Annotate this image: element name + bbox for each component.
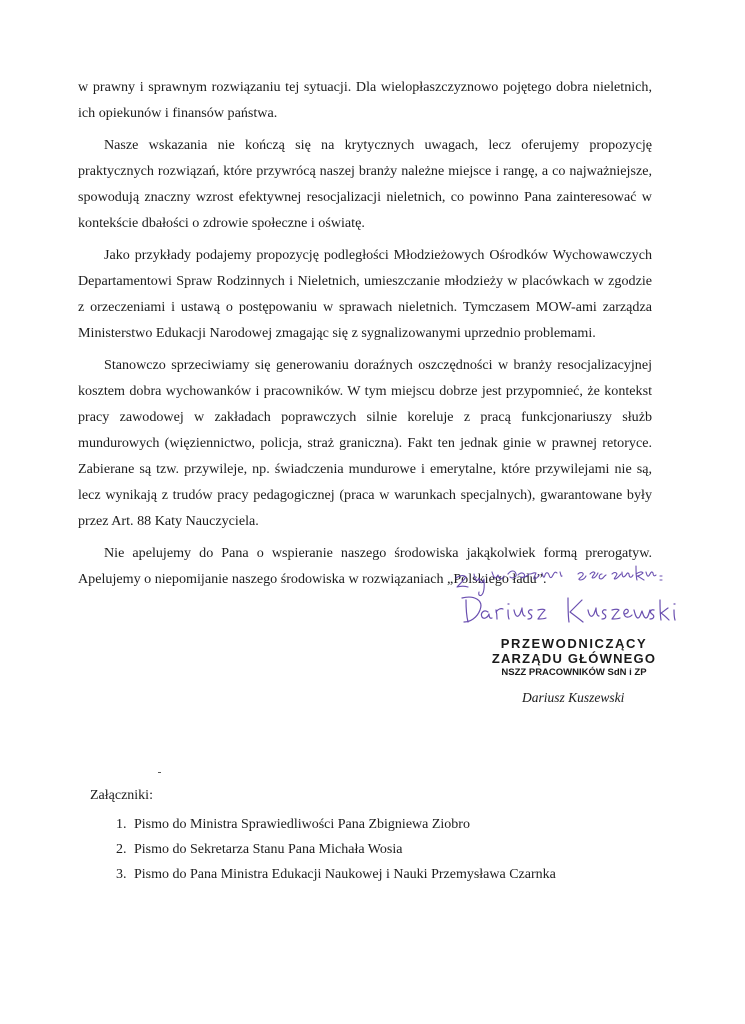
signature-ink <box>448 552 688 632</box>
attachments-section <box>90 788 650 887</box>
signer-name: Dariusz Kuszewski <box>522 690 625 705</box>
paragraph-continuation: w prawny i sprawnym rozwiązaniu tej sytuacji. Dla wielopłaszczyznowo pojętego dobra nieletnich, ich opiekunów i finansów państwa. <box>78 79 652 121</box>
attachment-item: 3. Pismo do Pana Ministra Edukacji Naukowej i Nauki Przemysława Czarnka <box>130 862 650 887</box>
paragraph-examples: Jako przykłady podajemy propozycję podległości Młodzieżowych Ośrodków Wychowawczych Departamentowi Spraw Rodzinnych i Nieletnich, umieszczanie młodzieży w placówkach w zgodzie z orzeczeniami i ustawą o postępowaniu w sprawach nieletnich. Tymczasem MOW-ami zarządza Ministerstwo Edukacji Narodowej zmagając się z sygnalizowanymi uprzednio problemami. <box>78 247 652 341</box>
attachment-item: 1. Pismo do Ministra Sprawiedliwości Pana Zbigniewa Ziobro <box>130 812 650 837</box>
stamp-union-line: NSZZ PRACOWNIKÓW SdN i ZP <box>501 667 647 678</box>
attachment-item: 2. Pismo do Sekretarza Stanu Pana Michała Wosia <box>130 837 650 862</box>
letter-body <box>78 74 652 598</box>
paragraph-appeal: Nie apelujemy do Pana o wspieranie naszego środowiska jakąkolwiek formą prerogatyw. Apelujemy o niepomijanie naszego środowiska w rozwiązaniach „Polskiego ładu”. <box>78 545 652 587</box>
stamp-title-line: PRZEWODNICZĄCY <box>500 636 648 651</box>
paragraph-proposals: Nasze wskazania nie kończą się na krytycznych uwagach, lecz oferujemy propozycję praktycznych rozwiązań, które przywrócą naszej branży należne miejsce i rangę, a co najważniejsze, spowodują znaczny wzrost efektywnej resocjalizacji nieletnich, co powinno Pana zainteresować w kontekście dbałości o zdrowie społeczne i oświatę. <box>78 137 652 231</box>
official-stamp <box>474 636 674 679</box>
attachments-list <box>90 812 650 887</box>
stamp-board-line: ZARZĄDU GŁÓWNEGO <box>491 651 657 666</box>
scan-speck <box>158 772 161 773</box>
attachments-title: Załączniki: <box>90 788 153 803</box>
paragraph-objection: Stanowczo sprzeciwiamy się generowaniu doraźnych oszczędności w branży resocjalizacyjnej kosztem dobra wychowanków i pracowników. W tym miejscu dobrze jest przypomnieć, że kontekst pracy zawodowej w zakładach poprawczych silnie koreluje z pracą funkcjonariuszy służb mundurowych (więziennictwo, policja, straż graniczna). Fakt ten jednak ginie w prawnej retoryce. Zabierane są tzw. przywileje, np. świadczenia mundurowe i emerytalne, które przywilejami nie są, lecz wynikają z trudów pracy pedagogicznej (praca w warunkach specjalnych), gwarantowane były przez Art. 88 Katy Nauczyciela. <box>78 357 652 529</box>
handwritten-signature <box>448 552 688 632</box>
